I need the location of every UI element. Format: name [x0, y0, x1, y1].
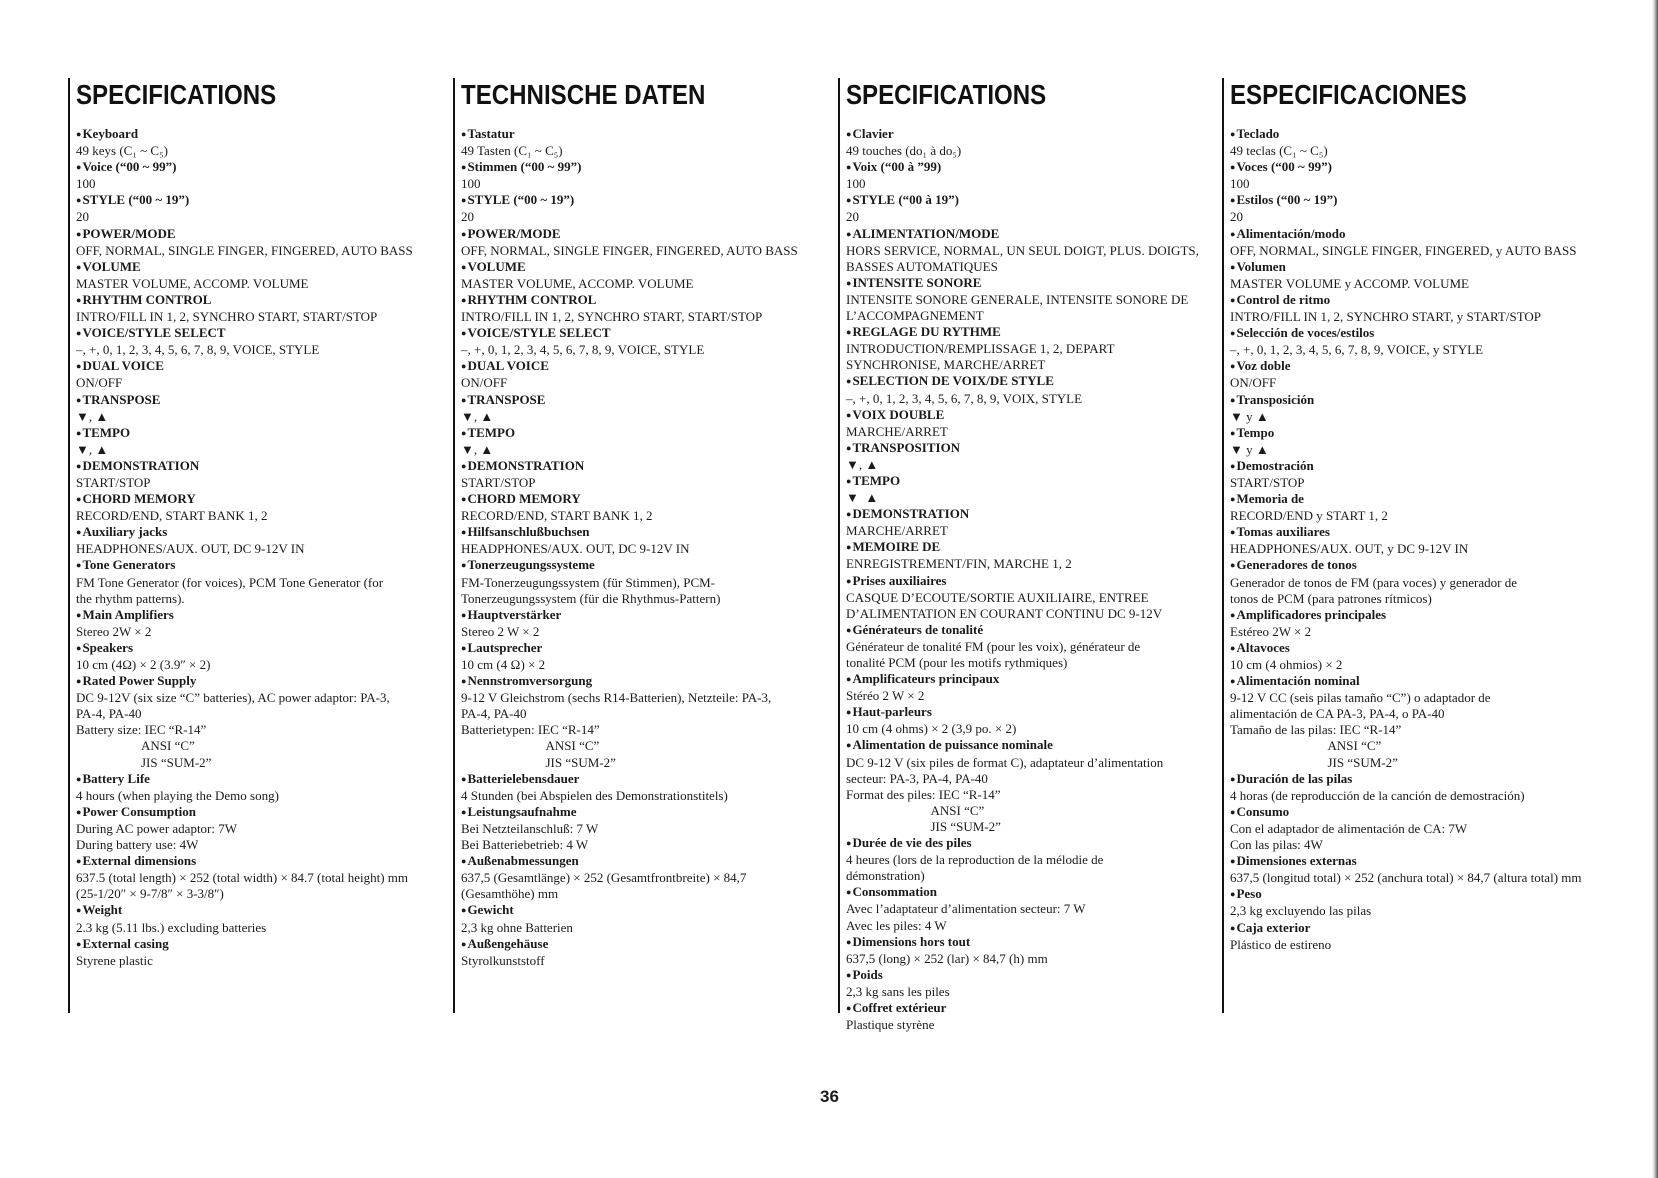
spec-heading: ● STYLE (“00 à 19”)	[846, 192, 1210, 209]
spec-item	[1230, 920, 1602, 953]
spec-list	[76, 126, 440, 969]
spec-value: HEADPHONES/AUX. OUT, y DC 9-12V IN	[1230, 541, 1469, 557]
spec-value: ▼ y ▲	[1230, 408, 1269, 424]
spec-value: MASTER VOLUME y ACCOMP. VOLUME	[1230, 275, 1469, 291]
spec-heading: ● Voz doble	[1230, 358, 1602, 375]
spec-heading: ● TRANSPOSE	[461, 392, 825, 409]
spec-value: MARCHE/ARRET	[846, 523, 948, 539]
spec-item	[1230, 392, 1602, 425]
spec-heading: ● ALIMENTATION/MODE	[846, 226, 1210, 243]
spec-item	[461, 936, 825, 969]
spec-item	[1230, 886, 1602, 919]
spec-value: 637,5 (long) × 252 (lar) × 84,7 (h) mm	[846, 950, 1048, 966]
spec-value: 2.3 kg (5.11 lbs.) excluding batteries	[76, 919, 267, 935]
spec-value: HORS SERVICE, NORMAL, UN SEUL DOIGT, PLUS. DOIGTS, BASSES AUTOMATIQUES	[846, 242, 1199, 274]
spec-heading: ● STYLE (“00 ~ 19”)	[461, 192, 825, 209]
column-english	[68, 78, 440, 1013]
spec-item	[846, 373, 1210, 406]
spec-item	[461, 771, 825, 804]
spec-item	[76, 557, 440, 606]
spec-heading: ● Außenabmessungen	[461, 853, 825, 870]
spec-item	[461, 226, 825, 259]
spec-item	[76, 853, 440, 902]
spec-list	[846, 126, 1210, 1033]
spec-heading: ● Volumen	[1230, 259, 1602, 276]
spec-value: START/STOP	[76, 474, 151, 490]
spec-value: Styrene plastic	[76, 952, 153, 968]
spec-item	[846, 275, 1210, 324]
spec-item	[461, 192, 825, 225]
spec-heading: ● Tempo	[1230, 425, 1602, 442]
spec-value: 4 heures (lors de la reproduction de la mélodie de démonstration)	[846, 852, 1104, 884]
spec-item	[76, 491, 440, 524]
spec-heading: ● Estilos (“00 ~ 19”)	[1230, 192, 1602, 209]
spec-item	[76, 358, 440, 391]
spec-value: OFF, NORMAL, SINGLE FINGER, FINGERED, AUTO BASS	[76, 242, 413, 258]
spec-heading: ● Dimensions hors tout	[846, 934, 1210, 951]
spec-value: DC 9-12V (six size “C” batteries), AC power adaptor: PA-3, PA-4, PA-40 Battery size: IEC “R-14” ANSI “C” JIS “SUM-2”	[76, 690, 390, 770]
spec-heading: ● Tastatur	[461, 126, 825, 143]
spec-item	[1230, 159, 1602, 192]
spec-value: 20	[461, 209, 474, 225]
spec-heading: ● INTENSITE SONORE	[846, 275, 1210, 292]
spec-heading: ● VOLUME	[461, 259, 825, 276]
spec-item	[846, 737, 1210, 835]
spec-heading: ● DUAL VOICE	[76, 358, 440, 375]
spec-list	[1230, 126, 1602, 953]
spec-value: MASTER VOLUME, ACCOMP. VOLUME	[76, 275, 309, 291]
spec-item	[76, 673, 440, 771]
spec-item	[1230, 557, 1602, 606]
spec-heading: ● Amplificateurs principaux	[846, 671, 1210, 688]
spec-heading: ● Durée de vie des piles	[846, 835, 1210, 852]
spec-item	[461, 292, 825, 325]
spec-heading: ● RHYTHM CONTROL	[76, 292, 440, 309]
spec-value: –, +, 0, 1, 2, 3, 4, 5, 6, 7, 8, 9, VOICE, STYLE	[461, 342, 705, 358]
spec-value: 2,3 kg excluyendo las pilas	[1230, 903, 1372, 919]
spec-item	[846, 1000, 1210, 1033]
spec-item	[846, 671, 1210, 704]
spec-item	[461, 640, 825, 673]
spec-item	[461, 902, 825, 935]
spec-item	[1230, 853, 1602, 886]
spec-value: ▼, ▲	[461, 408, 494, 424]
spec-value: ▼, ▲	[76, 441, 109, 457]
spec-value: 4 hours (when playing the Demo song)	[76, 787, 279, 803]
spec-value: 20	[1230, 209, 1243, 225]
spec-item	[76, 458, 440, 491]
spec-value: HEADPHONES/AUX. OUT, DC 9-12V IN	[76, 541, 305, 557]
section-title: SPECIFICATIONS	[846, 79, 1047, 110]
section-title: TECHNISCHE DATEN	[461, 79, 706, 110]
spec-heading: ● STYLE (“00 ~ 19”)	[76, 192, 440, 209]
spec-value: ON/OFF	[461, 375, 508, 391]
spec-value: ▼, ▲	[76, 408, 109, 424]
page-number: 36	[820, 1087, 839, 1106]
spec-heading: ● Control de ritmo	[1230, 292, 1602, 309]
spec-item	[76, 640, 440, 673]
spec-item	[846, 835, 1210, 884]
spec-value: Generador de tonos de FM (para voces) y generador de tonos de PCM (para patrones rítmicos)	[1230, 574, 1517, 606]
spec-heading: ● CHORD MEMORY	[461, 491, 825, 508]
spec-item	[1230, 259, 1602, 292]
spec-value: 10 cm (4Ω) × 2 (3.9″ × 2)	[76, 657, 211, 672]
spec-heading: ● Amplificadores principales	[1230, 607, 1602, 624]
spec-value: Stereo 2 W × 2	[461, 623, 540, 639]
spec-item	[846, 126, 1210, 159]
spec-value: 10 cm (4 ohms) × 2 (3,9 po. × 2)	[846, 721, 1017, 737]
spec-item	[76, 126, 440, 159]
spec-heading: ● Battery Life	[76, 771, 440, 788]
spec-item	[461, 358, 825, 391]
spec-heading: ● Alimentación nominal	[1230, 673, 1602, 690]
spec-heading: ● MEMOIRE DE	[846, 539, 1210, 556]
spec-heading: ● Tonerzeugungssysteme	[461, 557, 825, 574]
spec-item	[461, 159, 825, 192]
spec-value: MASTER VOLUME, ACCOMP. VOLUME	[461, 275, 694, 291]
spec-heading: ● Leistungsaufnahme	[461, 804, 825, 821]
spec-value: ▼, ▲	[461, 441, 494, 457]
spec-value: ON/OFF	[1230, 375, 1277, 391]
spec-item	[846, 704, 1210, 737]
spec-heading: ● Duración de las pilas	[1230, 771, 1602, 788]
spec-item	[846, 573, 1210, 622]
spec-heading: ● Gewicht	[461, 902, 825, 919]
spec-heading: ● External dimensions	[76, 853, 440, 870]
spec-value: Avec l’adaptateur d’alimentation secteur: 7 W Avec les piles: 4 W	[846, 901, 1086, 933]
spec-value: 10 cm (4 Ω) × 2	[461, 657, 546, 672]
spec-item	[461, 607, 825, 640]
spec-heading: ● REGLAGE DU RYTHME	[846, 324, 1210, 341]
spec-value: 49 keys (C₁ ~ C₅)	[76, 143, 168, 159]
spec-heading: ● Prises auxiliaires	[846, 573, 1210, 590]
spec-heading: ● Generadores de tonos	[1230, 557, 1602, 574]
spec-item	[1230, 640, 1602, 673]
spec-item	[461, 259, 825, 292]
spec-heading: ● DEMONSTRATION	[846, 506, 1210, 523]
spec-heading: ● Keyboard	[76, 126, 440, 143]
spec-heading: ● Lautsprecher	[461, 640, 825, 657]
spec-item	[846, 506, 1210, 539]
spec-value: –, +, 0, 1, 2, 3, 4, 5, 6, 7, 8, 9, VOICE, y STYLE	[1230, 342, 1484, 358]
spec-item	[1230, 804, 1602, 853]
spec-value: START/STOP	[461, 474, 536, 490]
spec-value: 49 touches (do₁ à do₅)	[846, 143, 962, 159]
spec-heading: ● Caja exterior	[1230, 920, 1602, 937]
spec-heading: ● TEMPO	[461, 425, 825, 442]
spec-item	[1230, 358, 1602, 391]
spec-heading: ● VOICE/STYLE SELECT	[461, 325, 825, 342]
spec-heading: ● Tone Generators	[76, 557, 440, 574]
spec-item	[461, 425, 825, 458]
spec-value: Con el adaptador de alimentación de CA: 7W Con las pilas: 4W	[1230, 820, 1468, 853]
spec-item	[1230, 192, 1602, 225]
spec-heading: ● CHORD MEMORY	[76, 491, 440, 508]
spec-heading: ● Außengehäuse	[461, 936, 825, 953]
spec-item	[461, 458, 825, 491]
spec-heading: ● Poids	[846, 967, 1210, 984]
spec-heading: ● DUAL VOICE	[461, 358, 825, 375]
spec-heading: ● Hilfsanschlußbuchsen	[461, 524, 825, 541]
spec-heading: ● Générateurs de tonalité	[846, 622, 1210, 639]
spec-value: 100	[846, 176, 866, 192]
spec-heading: ● Hauptverstärker	[461, 607, 825, 624]
spec-value: START/STOP	[1230, 474, 1305, 490]
section-title: ESPECIFICACIONES	[1230, 79, 1467, 110]
spec-heading: ● Batterielebensdauer	[461, 771, 825, 788]
spec-list	[461, 126, 825, 969]
spec-item	[76, 292, 440, 325]
section-title: SPECIFICATIONS	[76, 79, 277, 110]
column-french	[838, 78, 1210, 1033]
spec-value: ▼, ▲	[846, 456, 879, 472]
spec-heading: ● TEMPO	[76, 425, 440, 442]
spec-value: INTRODUCTION/REMPLISSAGE 1, 2, DEPART SYNCHRONISE, MARCHE/ARRET	[846, 341, 1115, 373]
spec-value: ▼ ▲	[846, 490, 879, 506]
spec-value: 2,3 kg sans les piles	[846, 983, 950, 999]
spec-value: DC 9-12 V (six piles de format C), adaptateur d’alimentation secteur: PA-3, PA-4, PA-40 Format des piles: IEC “R-14” ANSI “C” JIS “SUM-2”	[846, 754, 1164, 834]
spec-item	[76, 771, 440, 804]
spec-value: 2,3 kg ohne Batterien	[461, 919, 573, 935]
spec-heading: ● VOLUME	[76, 259, 440, 276]
spec-heading: ● Power Consumption	[76, 804, 440, 821]
spec-heading: ● Peso	[1230, 886, 1602, 903]
spec-value: HEADPHONES/AUX. OUT, DC 9-12V IN	[461, 541, 690, 557]
spec-item	[1230, 607, 1602, 640]
spec-value: 20	[846, 209, 859, 225]
spec-item	[1230, 524, 1602, 557]
spec-heading: ● VOICE/STYLE SELECT	[76, 325, 440, 342]
spec-heading: ● Auxiliary jacks	[76, 524, 440, 541]
spec-heading: ● Teclado	[1230, 126, 1602, 143]
column-german	[453, 78, 825, 1013]
spec-heading: ● Rated Power Supply	[76, 673, 440, 690]
spec-heading: ● DEMONSTRATION	[461, 458, 825, 475]
spec-heading: ● Memoria de	[1230, 491, 1602, 508]
spec-value: ON/OFF	[76, 375, 123, 391]
spec-value: Générateur de tonalité FM (pour les voix), générateur de tonalité PCM (pour les motifs rythmiques)	[846, 638, 1141, 670]
spec-item	[76, 902, 440, 935]
spec-value: INTRO/FILL IN 1, 2, SYNCHRO START, START/STOP	[76, 309, 378, 325]
spec-heading: ● Coffret extérieur	[846, 1000, 1210, 1017]
spec-value: RECORD/END y START 1, 2	[1230, 508, 1388, 524]
spec-item	[846, 407, 1210, 440]
spec-value: RECORD/END, START BANK 1, 2	[461, 508, 653, 524]
spec-heading: ● Voice (“00 ~ 99”)	[76, 159, 440, 176]
spec-value: Stereo 2W × 2	[76, 623, 152, 639]
spec-heading: ● Altavoces	[1230, 640, 1602, 657]
spec-item	[76, 192, 440, 225]
spec-item	[76, 325, 440, 358]
spec-item	[461, 524, 825, 557]
spec-value: –, +, 0, 1, 2, 3, 4, 5, 6, 7, 8, 9, VOICE, STYLE	[76, 342, 320, 358]
spec-item	[76, 425, 440, 458]
spec-item	[1230, 226, 1602, 259]
spec-value: 637,5 (longitud total) × 252 (anchura total) × 84,7 (altura total) mm	[1230, 870, 1582, 886]
spec-heading: ● Weight	[76, 902, 440, 919]
spec-item	[461, 673, 825, 771]
spec-value: Estéreo 2W × 2	[1230, 623, 1312, 639]
spec-value: 100	[461, 176, 481, 192]
spec-item	[1230, 771, 1602, 804]
spec-item	[1230, 458, 1602, 491]
spec-value: 9-12 V Gleichstrom (sechs R14-Batterien), Netzteile: PA-3, PA-4, PA-40 Batterietypen: IEC “R-14” ANSI “C” JIS “SUM-2”	[461, 690, 772, 770]
spec-value: Stéréo 2 W × 2	[846, 688, 925, 704]
spec-item	[846, 967, 1210, 1000]
spec-value: RECORD/END, START BANK 1, 2	[76, 508, 268, 524]
spec-item	[846, 884, 1210, 933]
spec-heading: ● Haut-parleurs	[846, 704, 1210, 721]
spec-heading: ● RHYTHM CONTROL	[461, 292, 825, 309]
spec-item	[1230, 673, 1602, 771]
spec-heading: ● Speakers	[76, 640, 440, 657]
spec-value: Plástico de estireno	[1230, 936, 1332, 952]
spec-item	[846, 440, 1210, 473]
spec-item	[846, 473, 1210, 506]
spec-item	[1230, 491, 1602, 524]
spec-item	[846, 324, 1210, 373]
spec-heading: ● Nennstromversorgung	[461, 673, 825, 690]
spec-value: 100	[1230, 176, 1250, 192]
spec-value: ENREGISTREMENT/FIN, MARCHE 1, 2	[846, 556, 1072, 572]
spec-value: OFF, NORMAL, SINGLE FINGER, FINGERED, y AUTO BASS	[1230, 242, 1577, 258]
spec-heading: ● DEMONSTRATION	[76, 458, 440, 475]
spec-heading: ● VOIX DOUBLE	[846, 407, 1210, 424]
spec-item	[76, 524, 440, 557]
spec-value: CASQUE D’ECOUTE/SORTIE AUXILIAIRE, ENTREE D’ALIMENTATION EN COURANT CONTINU DC 9-12V	[846, 589, 1163, 621]
spec-item	[76, 804, 440, 853]
spec-value: MARCHE/ARRET	[846, 423, 948, 439]
spec-heading: ● POWER/MODE	[76, 226, 440, 243]
spec-heading: ● Consommation	[846, 884, 1210, 901]
spec-value: FM-Tonerzeugungssystem (für Stimmen), PCM- Tonerzeugungssystem (für die Rhythmus-Pattern)	[461, 574, 721, 606]
spec-item	[76, 259, 440, 292]
spec-item	[1230, 126, 1602, 159]
spec-item	[76, 392, 440, 425]
spec-value: 637.5 (total length) × 252 (total width) × 84.7 (total height) mm (25-1/20″ × 9-7/8″ × 3-3/8″)	[76, 870, 409, 902]
spec-item	[461, 126, 825, 159]
spec-value: INTRO/FILL IN 1, 2, SYNCHRO START, START/STOP	[461, 309, 763, 325]
spec-item	[76, 607, 440, 640]
spec-value: 4 Stunden (bei Abspielen des Demonstrationstitels)	[461, 787, 728, 803]
spec-value: 637,5 (Gesamtlänge) × 252 (Gesamtfrontbreite) × 84,7 (Gesamthöhe) mm	[461, 870, 747, 902]
spec-value: Styrolkunststoff	[461, 952, 545, 968]
spec-heading: ● Consumo	[1230, 804, 1602, 821]
spec-heading: ● Demostración	[1230, 458, 1602, 475]
spec-item	[846, 192, 1210, 225]
spec-heading: ● Transposición	[1230, 392, 1602, 409]
spec-value: Bei Netzteilanschluß: 7 W Bei Batteriebetrieb: 4 W	[461, 820, 599, 853]
spec-heading: ● POWER/MODE	[461, 226, 825, 243]
spec-item	[461, 325, 825, 358]
spec-value: 49 teclas (C₁ ~ C₅)	[1230, 143, 1328, 159]
spec-value: Plastique styrène	[846, 1017, 935, 1033]
spec-heading: ● Selección de voces/estilos	[1230, 325, 1602, 342]
spec-value: –, +, 0, 1, 2, 3, 4, 5, 6, 7, 8, 9, VOIX, STYLE	[846, 390, 1083, 406]
spec-heading: ● Main Amplifiers	[76, 607, 440, 624]
spec-item	[76, 936, 440, 969]
spec-item	[846, 934, 1210, 967]
spec-item	[846, 226, 1210, 275]
page-edge-shadow	[1652, 0, 1658, 1178]
spec-value: During AC power adaptor: 7W During battery use: 4W	[76, 820, 238, 853]
spec-item	[1230, 425, 1602, 458]
spec-heading: ● SELECTION DE VOIX/DE STYLE	[846, 373, 1210, 390]
spec-value: 49 Tasten (C₁ ~ C₅)	[461, 143, 563, 159]
spec-value: 100	[76, 176, 96, 192]
spec-value: 20	[76, 209, 89, 225]
spec-item	[461, 491, 825, 524]
spec-value: 10 cm (4 ohmios) × 2	[1230, 657, 1343, 672]
spec-item	[1230, 325, 1602, 358]
spec-heading: ● Alimentación/modo	[1230, 226, 1602, 243]
spec-heading: ● Dimensiones externas	[1230, 853, 1602, 870]
spec-item	[846, 539, 1210, 572]
spec-item	[76, 226, 440, 259]
spec-value: ▼ y ▲	[1230, 441, 1269, 457]
column-spanish	[1222, 78, 1602, 1013]
spec-item	[461, 853, 825, 902]
spec-heading: ● Clavier	[846, 126, 1210, 143]
spec-heading: ● Voces (“00 ~ 99”)	[1230, 159, 1602, 176]
spec-heading: ● TRANSPOSE	[76, 392, 440, 409]
spec-value: OFF, NORMAL, SINGLE FINGER, FINGERED, AUTO BASS	[461, 242, 798, 258]
spec-heading: ● Tomas auxiliares	[1230, 524, 1602, 541]
spec-heading: ● Alimentation de puissance nominale	[846, 737, 1210, 754]
spec-heading: ● TEMPO	[846, 473, 1210, 490]
spec-value: FM Tone Generator (for voices), PCM Tone Generator (for the rhythm patterns).	[76, 574, 384, 606]
spec-heading: ● Voix (“00 à ”99)	[846, 159, 1210, 176]
spec-item	[1230, 292, 1602, 325]
spec-item	[461, 392, 825, 425]
spec-value: INTRO/FILL IN 1, 2, SYNCHRO START, y START/STOP	[1230, 309, 1542, 325]
spec-item	[76, 159, 440, 192]
spec-item	[846, 159, 1210, 192]
spec-heading: ● External casing	[76, 936, 440, 953]
spec-item	[846, 622, 1210, 671]
spec-value: INTENSITE SONORE GENERALE, INTENSITE SONORE DE L’ACCOMPAGNEMENT	[846, 291, 1189, 324]
spec-value: 9-12 V CC (seis pilas tamaño “C”) o adaptador de alimentación de CA PA-3, PA-4, o PA-40 Tamaño de las pilas: IEC “R-14” ANSI “C” JIS “SUM-2”	[1230, 690, 1491, 770]
spec-item	[461, 557, 825, 606]
spec-heading: ● TRANSPOSITION	[846, 440, 1210, 457]
spec-heading: ● Stimmen (“00 ~ 99”)	[461, 159, 825, 176]
spec-item	[461, 804, 825, 853]
spec-value: 4 horas (de reproducción de la canción de demostración)	[1230, 787, 1525, 803]
